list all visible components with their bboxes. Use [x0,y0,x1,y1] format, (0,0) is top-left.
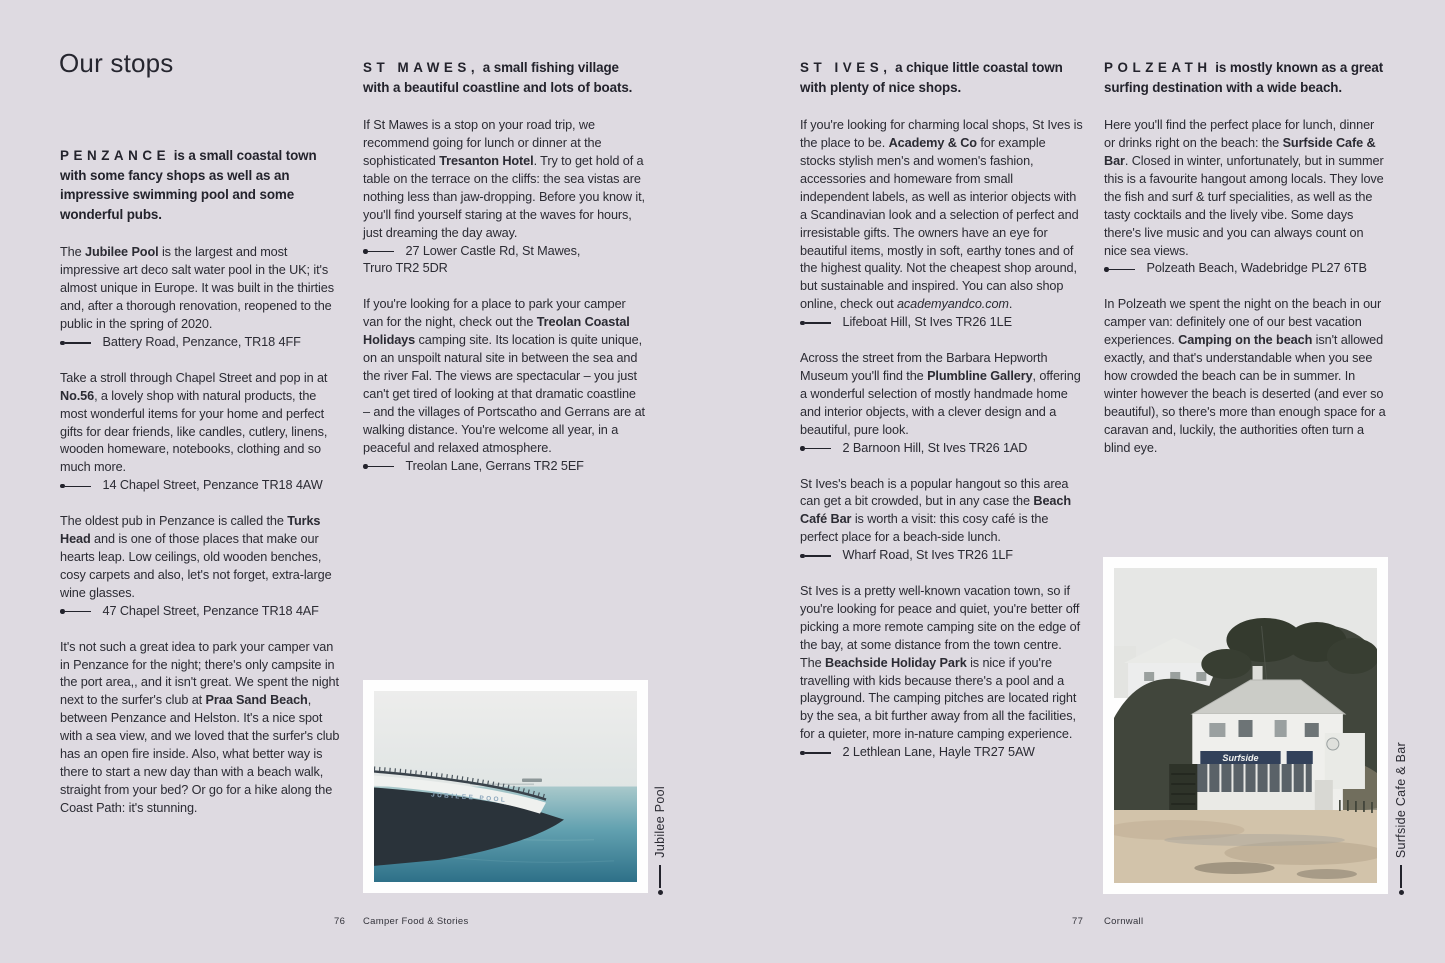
tree [1327,638,1377,674]
paragraph: If St Mawes is a stop on your road trip, we recommend going for lunch or dinner at the sophisticated Tresanton Hotel. Try to get hold of a table on the terrace on the cliffs: the sea vistas are nothing less than jaw-dropping. Before you know it, you'll find yourself staring at the waves for hours, just dreaming the day away. 27 Lower Castle Rd, St Mawes, Truro TR2 5DR [363,117,646,278]
wet-sand [1164,834,1345,846]
caption-arrow-dot [1399,890,1404,895]
address-text: 27 Lower Castle Rd, St Mawes, [405,243,581,258]
left-page-number: 76 [334,916,346,927]
address-line [60,334,343,352]
far-house-window [1144,672,1154,681]
address-text: 14 Chapel Street, Penzance TR18 4AW [102,478,323,493]
paragraph: The Jubilee Pool is the largest and most impressive art deco salt water pool in the UK; it's almost unique in Europe. It was built in the thirties and, after a thorough renovation, reopened to the public in the spring of 2020. Battery Road, Penzance, TR18 4FF [60,244,343,351]
caption-text: Jubilee Pool [653,786,667,858]
address-text: Wharf Road, St Ives TR26 1LF [842,548,1013,563]
address-line [363,243,646,261]
paragraph: Take a stroll through Chapel Street and pop in at No.56, a lovely shop with natural products, the most wonderful items for your home and perfect gifts for dear friends, like candles, cutlery, linens, wooden homeware, notebooks, clothing and so much more. 14 Chapel Street, Penzance TR18 4AW [60,370,343,495]
address-line [60,477,343,495]
round-sign [1327,738,1339,750]
paragraph: If you're looking for charming local shops, St Ives is the place to be. Academy & Co for example stocks stylish men's and women's fashion, accessories and homeware from small independent labels, as well as interior objects with a Scandinavian look and a selection of perfect and irresistable gifts. The owners have an eye for beautiful items, mostly in soft, earthy tones and of the highest quality. Not the cheapest shop around, but sustainable and inspired. You can also shop online, check out academyandco.com. Lifeboat Hill, St Ives TR26 1LE [800,117,1083,332]
town-name: ST MAWES, [363,60,480,75]
address-text: Lifeboat Hill, St Ives TR26 1LE [842,315,1012,330]
address-text: Truro TR2 5DR [363,261,448,276]
right-footer-label: Cornwall [1104,916,1144,927]
address-arrow-icon [800,554,831,559]
section-penzance [60,146,343,818]
paragraph: St Ives is a pretty well-known vacation town, so if you're looking for peace and quiet, you're better off picking a more remote camping site on the edge of the bay, at some distance from the town centre. The Beachside Holiday Park is nice if you're travelling with kids because there's a pool and a playground. The camping pitches are located right by the sea, a bit further away from all the facilities, for a quieter, more in-nature camping experience. 2 Lethlean Lane, Hayle TR27 5AW [800,583,1083,762]
jubilee-pool-caption [651,786,669,895]
paragraph: Here you'll find the perfect place for lunch, dinner or drinks right on the beach: the Surfside Cafe & Bar. Closed in winter, unfortunately, but in summer this is a favourite hangout among locals. They love the fish and surf & turf specialities, as well as the tasty cocktails and the lively vibe. Some days there's live music and you can always count on nice sea views. Polzeath Beach, Wadebridge PL27 6TB [1104,117,1387,278]
distant-ship [522,778,542,782]
window [1209,723,1225,737]
address-line [1104,260,1387,278]
surfside-cafe-caption [1392,742,1410,895]
address-arrow-icon [60,484,91,489]
door [1315,780,1333,812]
far-house-window [1196,672,1206,681]
section-heading: ST MAWES, a small fishing village with a beautiful coastline and lots of boats. [363,60,633,95]
paragraph: Across the street from the Barbara Hepworth Museum you'll find the Plumbline Gallery, offering a wonderful selection of mostly handmade home and interior objects, with a clever design and a beautiful, pure look. 2 Barnoon Hill, St Ives TR26 1AD [800,350,1083,457]
address-text: Battery Road, Penzance, TR18 4FF [102,334,301,349]
paragraph: St Ives's beach is a popular hangout so this area can get a bit crowded, but in any case the Beach Café Bar is worth a visit: this cosy café is the perfect place for a beach-side lunch. Wharf Road, St Ives TR26 1LF [800,476,1083,566]
window [1275,720,1287,737]
town-name: PENZANCE [60,148,171,163]
address-line [60,603,343,621]
page-title: Our stops [59,48,174,78]
address-line [363,458,646,476]
address-arrow-icon [800,321,831,326]
left-footer-label: Camper Food & Stories [363,916,469,927]
address-line [800,314,1083,332]
address-arrow-icon [1104,267,1135,272]
address-arrow-icon [363,249,394,254]
pebbles [1194,862,1274,874]
address-text: Polzeath Beach, Wadebridge PL27 6TB [1146,261,1367,276]
address-line [363,260,646,278]
paragraph: In Polzeath we spent the night on the beach in our camper van: definitely one of our best vacation experiences. Camping on the beach isn't allowed exactly, and that's understandable when you see how crowded the beach can be in summer. In winter however the beach is deserted (and ever so beautiful), so there's more than enough space for a caravan and, luckily, the authorities often turn a blind eye. [1104,297,1386,455]
section-st-ives [800,58,1083,762]
jubilee-pool-photo-image [374,691,637,882]
section-heading: ST IVES, a chique little coastal town with plenty of nice shops. [800,60,1063,95]
section-polzeath [1104,58,1387,458]
window [1238,720,1252,737]
jubilee-pool-photo [363,680,648,893]
town-name: ST IVES, [800,60,892,75]
address-text: 2 Barnoon Hill, St Ives TR26 1AD [842,440,1028,455]
paragraph: It's not such a great idea to park your camper van in Penzance for the night; there's only campsite in the port area,, and it isn't great. We spent the night next to the surfer's club at Praa Sand Beach, between Penzance and Helston. It's a nice spot with a sea view, and we loved that the surfer's club has an open fire inside. Also, what better way is there to start a new day than with a beach walk, straight from your bed? Or go for a hike along the Coast Path: it's stunning. [60,639,340,815]
sky [374,691,637,789]
parapet [1194,792,1319,812]
address-line [800,744,1083,762]
jubilee-sign-text: JUBILEE POOL [430,791,508,804]
address-text: 47 Chapel Street, Penzance TR18 4AF [102,603,319,618]
surfside-cafe-photo-image [1114,568,1377,883]
caption-arrow-icon [659,865,661,888]
address-line [800,547,1083,565]
town-name: POLZEATH [1104,60,1212,75]
tree [1201,649,1251,679]
surfside-cafe-photo [1103,557,1388,894]
window [1305,723,1319,737]
surfside-sign-text: Surfside [1222,753,1259,763]
address-line [800,440,1083,458]
address-arrow-icon [363,464,394,469]
section-heading: POLZEATH is mostly known as a great surfing destination with a wide beach. [1104,60,1384,95]
caption-arrow-icon [1400,865,1402,888]
bay-window-glazing [1196,764,1311,792]
paragraph: The oldest pub in Penzance is called the Turks Head and is one of those places that make our hearts leap. Low ceilings, old wooden benches, cosy carpets and also, let's not forget, extra-large wine glasses. 47 Chapel Street, Penzance TR18 4AF [60,513,343,620]
right-page-number: 77 [1072,916,1084,927]
paragraph: If you're looking for a place to park your camper van for the night, check out the Treolan Coastal Holidays camping site. Its location is quite unique, on an unspoilt natural site in between the sea and the river Fal. The views are spectacular – you just can't get tired of looking at that dramatic coastline – and the villages of Portscatho and Gerrans are at walking distance. You're welcome all year, in a peaceful and relaxed atmosphere. Treolan Lane, Gerrans TR2 5EF [363,296,646,475]
pebbles [1297,869,1357,879]
address-arrow-icon [800,446,831,451]
address-arrow-icon [60,609,91,614]
sign-band [1287,751,1313,764]
address-arrow-icon [60,341,91,346]
caption-arrow-dot [658,890,663,895]
address-text: 2 Lethlean Lane, Hayle TR27 5AW [842,745,1035,760]
address-arrow-icon [800,751,831,756]
section-st-mawes [363,58,646,475]
section-heading: PENZANCE is a small coastal town with some fancy shops as well as an impressive swimming pool and some wonderful pubs. [60,148,317,222]
caption-text: Surfside Cafe & Bar [1394,742,1408,859]
address-text: Treolan Lane, Gerrans TR2 5EF [405,458,584,473]
